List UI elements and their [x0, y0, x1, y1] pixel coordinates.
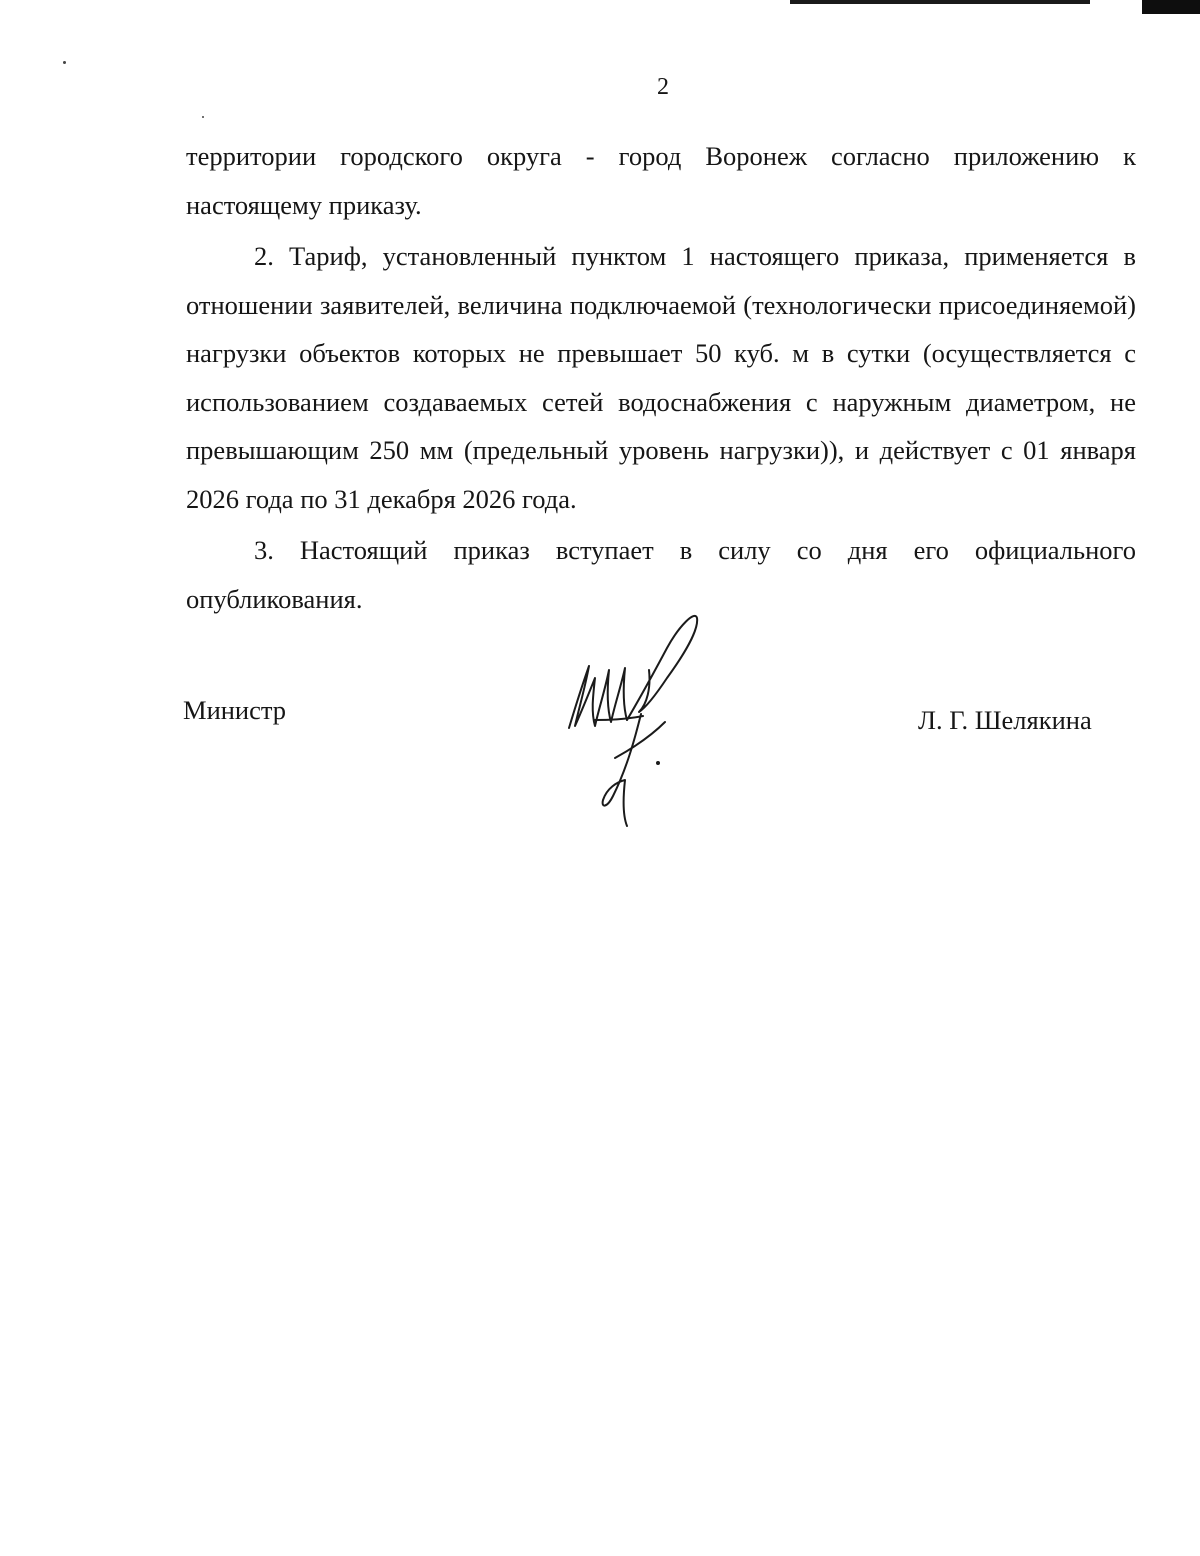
paragraph-2: 2. Тариф, установленный пунктом 1 настоящего приказа, применяется в отношении заявителей, величина подключаемой (технологически присоединяемой) нагрузки объектов которых не превышает 50 куб. м в сутки (осуществляется с использованием создаваемых сетей водоснабжения с наружным диаметром, не превышающим 250 мм (предельный уровень нагрузки)), и действует с 01 января 2026 года по 31 декабря 2026 года.: [186, 241, 1136, 514]
signatory-name: Л. Г. Шелякина: [918, 705, 1092, 735]
scan-speck: [63, 61, 66, 64]
paragraph-continuation: территории городского округа - город Воронеж согласно приложению к настоящему приказу.: [186, 141, 1136, 220]
scan-corner-mark: [1142, 0, 1200, 14]
page-number: 2: [657, 74, 669, 100]
paragraph-3: 3. Настоящий приказ вступает в силу со дня его официального опубликования.: [186, 535, 1136, 614]
scan-edge-mark: [790, 0, 1090, 4]
handwritten-signature: [555, 608, 715, 838]
document-body: [186, 132, 1136, 626]
scan-speck: [202, 116, 204, 118]
signatory-title: Министр: [183, 695, 287, 725]
